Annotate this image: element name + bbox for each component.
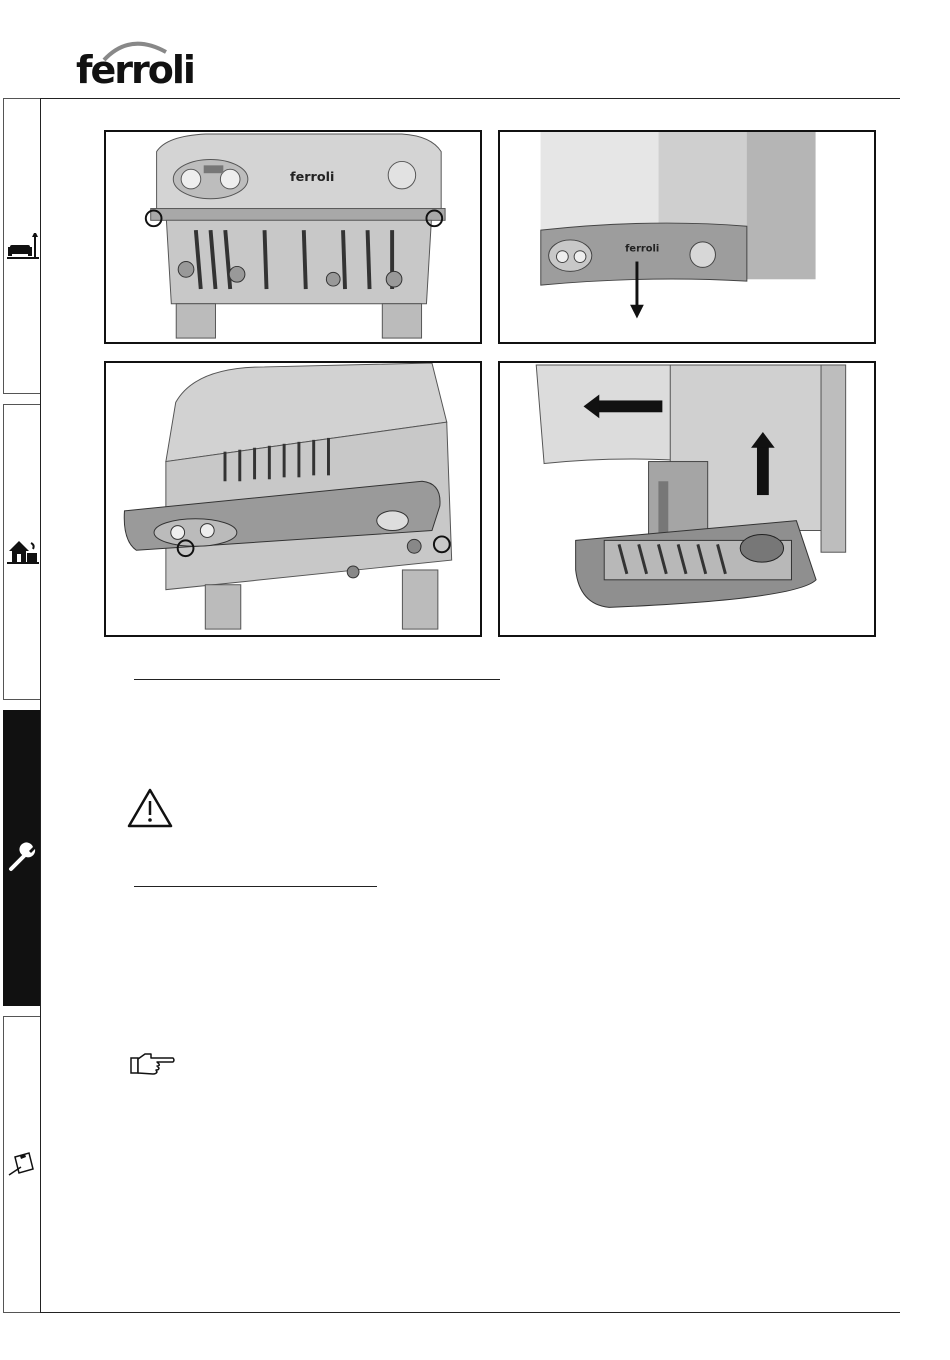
panel-logo: ferroli bbox=[290, 170, 335, 186]
panel-logo-2: ferroli bbox=[625, 243, 660, 255]
wrench-icon bbox=[7, 841, 39, 873]
footer-rule bbox=[40, 1312, 900, 1313]
casing-removal-illustration bbox=[500, 363, 874, 635]
user-sofa-icon bbox=[7, 231, 39, 263]
sidebar-rule bbox=[40, 98, 41, 1313]
boiler-open-illustration bbox=[106, 363, 480, 635]
section-heading-rule-1 bbox=[134, 679, 500, 680]
logo-text: ferroli bbox=[76, 48, 194, 92]
house-icon bbox=[7, 535, 39, 567]
figure-remove-casing bbox=[498, 361, 876, 637]
figure-lower-panel bbox=[498, 130, 876, 344]
tab-technical[interactable] bbox=[3, 1016, 41, 1313]
section-sidebar bbox=[0, 98, 41, 1313]
pointing-hand-icon bbox=[129, 1050, 177, 1076]
section-heading-rule-2 bbox=[134, 886, 377, 887]
boiler-front-illustration bbox=[500, 132, 874, 342]
figure-open-panel bbox=[104, 361, 482, 637]
warning-triangle-icon bbox=[126, 787, 174, 829]
boiler-bottom-illustration bbox=[106, 132, 480, 342]
clipboard-icon bbox=[7, 1147, 39, 1179]
tab-installer[interactable] bbox=[3, 404, 41, 700]
tab-service[interactable] bbox=[3, 710, 41, 1006]
tab-user[interactable] bbox=[3, 98, 41, 394]
figure-remove-screws bbox=[104, 130, 482, 344]
ferroli-logo bbox=[76, 38, 194, 94]
header-rule bbox=[40, 98, 900, 99]
